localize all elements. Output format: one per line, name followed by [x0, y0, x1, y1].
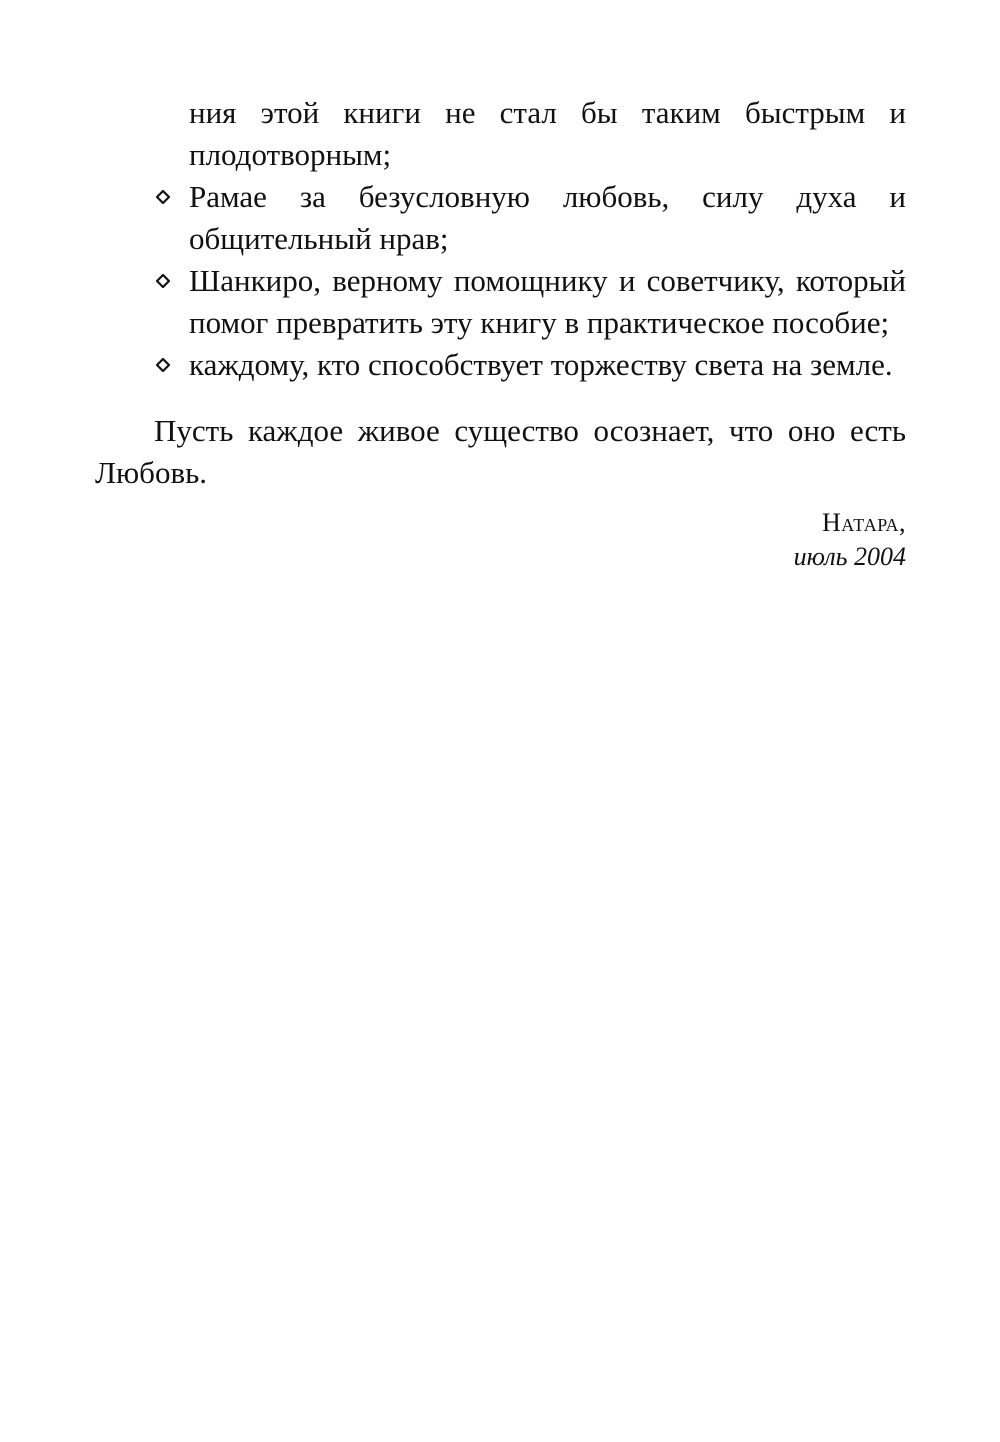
signature	[95, 506, 906, 574]
list-item	[95, 260, 906, 344]
diamond-bullet-icon	[151, 176, 175, 218]
diamond-bullet-icon	[151, 344, 175, 386]
list-item	[95, 344, 906, 386]
list-item	[95, 176, 906, 260]
closing-paragraph: Пусть каждое живое существо осознает, что оно есть Любовь.	[95, 413, 906, 490]
list-item-text: Шанкиро, верному помощнику и советчику, который помог превратить эту книгу в практическое пособие;	[189, 263, 906, 340]
list-item-text: ния этой книги не стал бы таким быстрым и плодотворным;	[189, 95, 906, 172]
diamond-bullet-icon	[151, 260, 175, 302]
page-text	[95, 92, 906, 574]
signature-date: июль 2004	[793, 542, 906, 571]
list-item-text: каждому, кто способствует торжеству света на земле.	[189, 347, 893, 382]
list-item-continued	[95, 92, 906, 176]
acknowledgements-list	[95, 92, 906, 386]
list-item-text: Рамае за безусловную любовь, силу духа и общительный нрав;	[189, 179, 906, 256]
signature-name: Натара,	[822, 508, 906, 537]
